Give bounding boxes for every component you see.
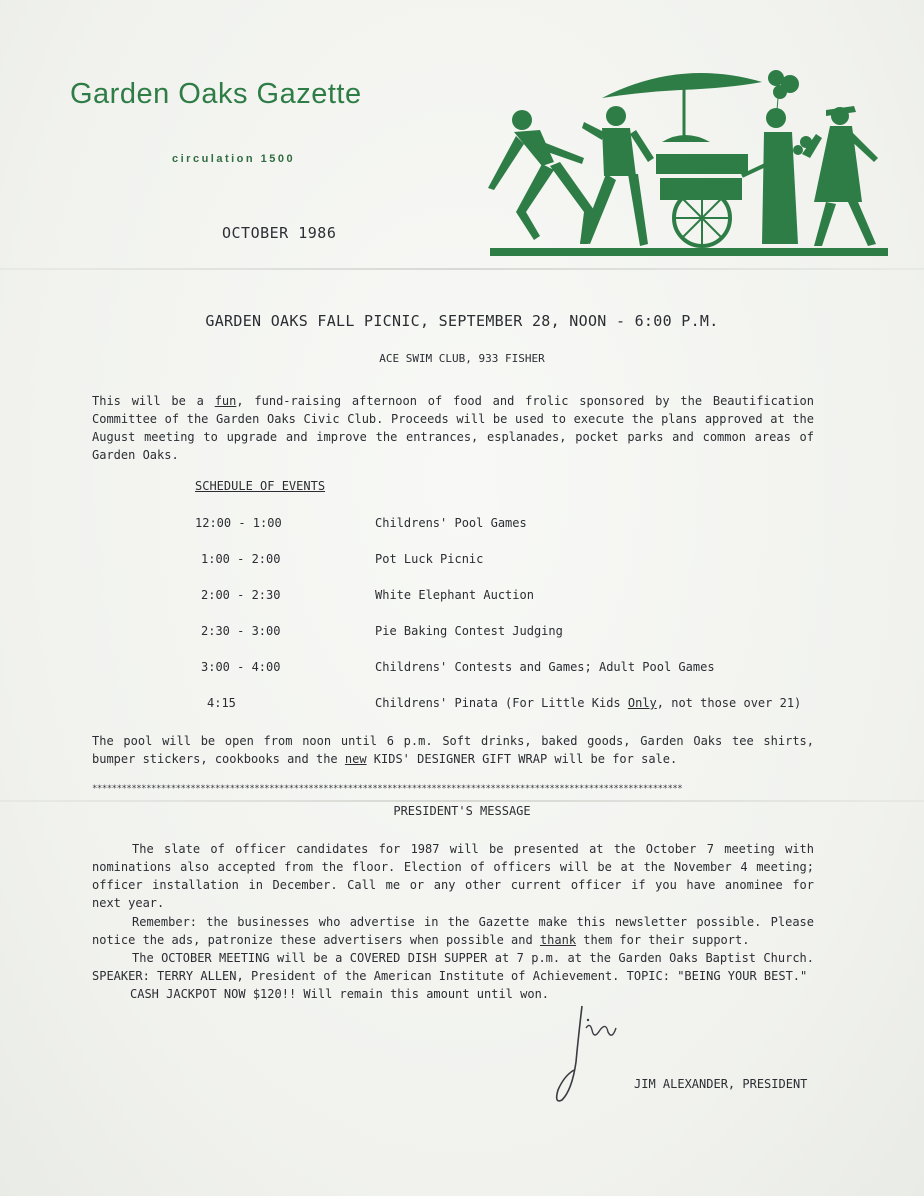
cash-jackpot-line: CASH JACKPOT NOW $120!! Will remain this amount until won. [130, 987, 550, 1001]
schedule-event: Childrens' Pinata (For Little Kids Only, not those over 21) [375, 696, 802, 710]
schedule-event: White Elephant Auction [375, 588, 534, 602]
schedule-time: 4:15 [207, 696, 236, 710]
schedule-event: Pot Luck Picnic [375, 552, 484, 566]
picnic-headline: GARDEN OAKS FALL PICNIC, SEPTEMBER 28, NOON - 6:00 P.M. [205, 312, 719, 330]
schedule-event: Childrens' Contests and Games; Adult Pool Games [375, 660, 715, 674]
circulation-line: circulation 1500 [172, 153, 296, 165]
schedule-time: 2:00 - 2:30 [201, 588, 281, 602]
asterisk-divider: ************************************************************************************************************************ [92, 784, 683, 794]
officer-election-paragraph: The slate of officer candidates for 1987 will be presented at the October 7 meeting with nominations also accepted from the floor. Election of officers will be at the November 4 meeting; officer installation in December. Call me or any other current officer if you have anominee for next year. [92, 842, 814, 910]
schedule-heading: SCHEDULE OF EVENTS [195, 479, 326, 493]
paper-fold-line [0, 800, 924, 802]
issue-date: OCTOBER 1986 [222, 224, 337, 242]
president-sign-off: JIM ALEXANDER, PRESIDENT [634, 1077, 808, 1091]
october-meeting-paragraph: The OCTOBER MEETING will be a COVERED DISH SUPPER at 7 p.m. at the Garden Oaks Baptist Church. SPEAKER: TERRY ALLEN, President of the American Institute of Achievement. TOPIC: "BEING YOUR BEST." [92, 951, 814, 983]
picnic-venue: ACE SWIM CLUB, 933 FISHER [379, 352, 545, 365]
president-message-heading: PRESIDENT'S MESSAGE [393, 804, 531, 818]
schedule-event: Childrens' Pool Games [375, 516, 527, 530]
paper-fold-line [0, 268, 924, 270]
advertisers-paragraph: Remember: the businesses who advertise in the Gazette make this newsletter possible. Please notice the ads, patronize these advertisers when possible and thank them for their support. [92, 915, 814, 947]
schedule-time: 12:00 - 1:00 [195, 516, 282, 530]
schedule-time: 2:30 - 3:00 [201, 624, 281, 638]
schedule-time: 3:00 - 4:00 [201, 660, 281, 674]
pool-sale-paragraph: The pool will be open from noon until 6 p.m. Soft drinks, baked goods, Garden Oaks tee shirts, bumper stickers, cookbooks and the new KIDS' DESIGNER GIFT WRAP will be for sale. [92, 734, 814, 766]
picnic-intro-paragraph: This will be a fun, fund-raising afternoon of food and frolic sponsored by the Beautification Committee of the Garden Oaks Civic Club. Proceeds will be used to execute the plans approved at the August meeting to upgrade and improve the entrances, esplanades, pocket parks and common areas of Garden Oaks. [92, 394, 814, 462]
masthead-title: Garden Oaks Gazette [70, 78, 362, 110]
president-signature [552, 1000, 642, 1110]
schedule-event: Pie Baking Contest Judging [375, 624, 563, 638]
schedule-time: 1:00 - 2:00 [201, 552, 281, 566]
picnic-vendor-cart-illustration [480, 62, 890, 260]
